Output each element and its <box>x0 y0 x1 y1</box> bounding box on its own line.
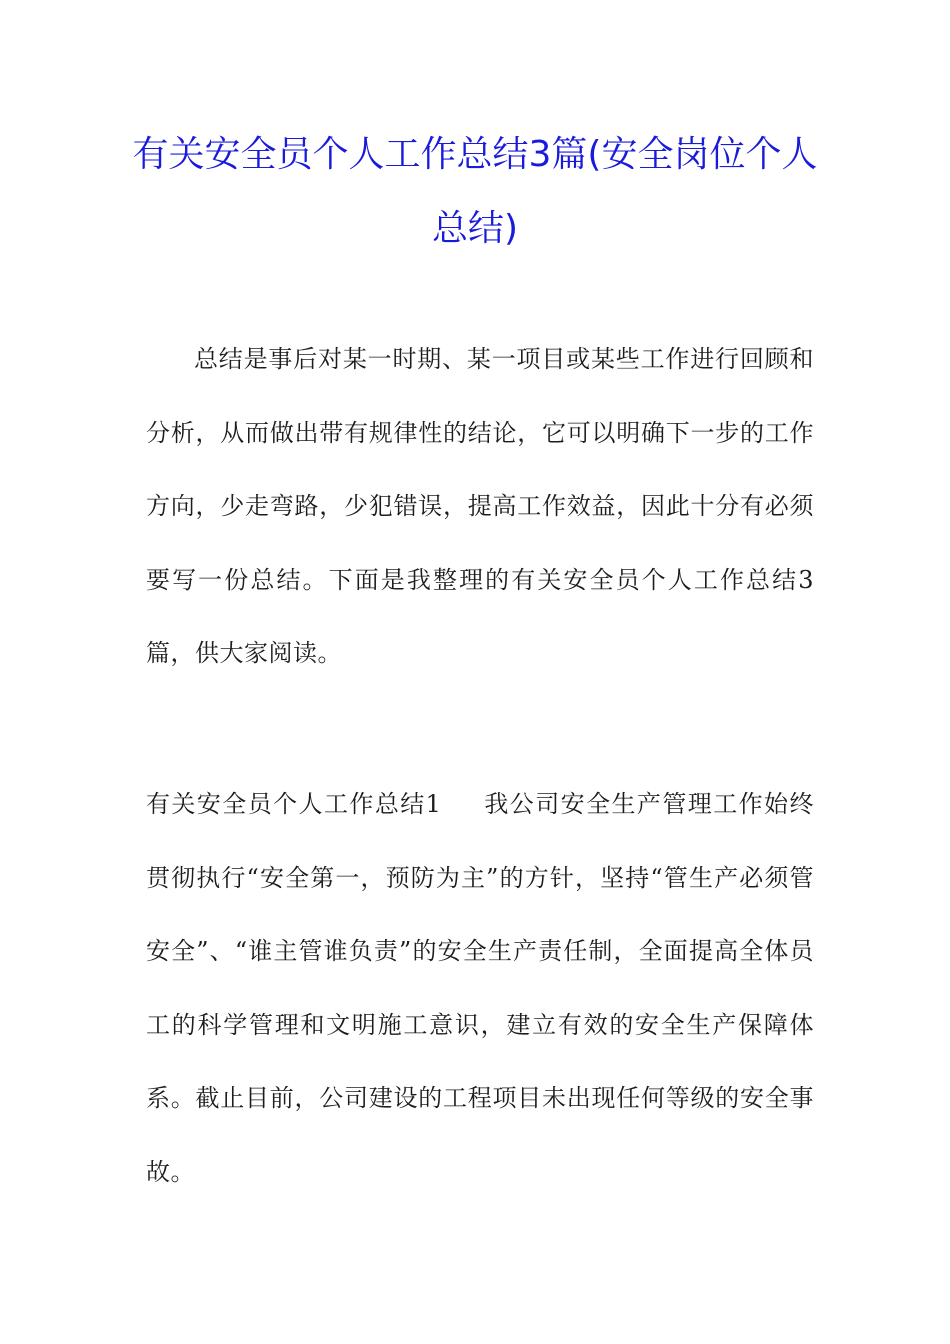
section-1-heading: 有关安全员个人工作总结1 <box>146 790 442 818</box>
document-title: 有关安全员个人工作总结3篇(安全岗位个人总结) <box>132 134 818 249</box>
section-1-body: 我公司安全生产管理工作始终贯彻执行“安全第一，预防为主”的方针，坚持“管生产必须管安全”、“谁主管谁负责”的安全生产责任制，全面提高全体员工的科学管理和文明施工意识，建立有效的安全生产保障体系。截止目前，公司建设的工程项目未出现任何等级的安全事故。 <box>146 790 814 1186</box>
intro-paragraph: 总结是事后对某一时期、某一项目或某些工作进行回顾和分析，从而做出带有规律性的结论，它可以明确下一步的工作方向，少走弯路，少犯错误，提高工作效益，因此十分有必须要写一份总结。下面是我整理的有关安全员个人工作总结3篇，供大家阅读。 <box>146 345 814 668</box>
section-1-paragraph <box>146 768 814 1210</box>
